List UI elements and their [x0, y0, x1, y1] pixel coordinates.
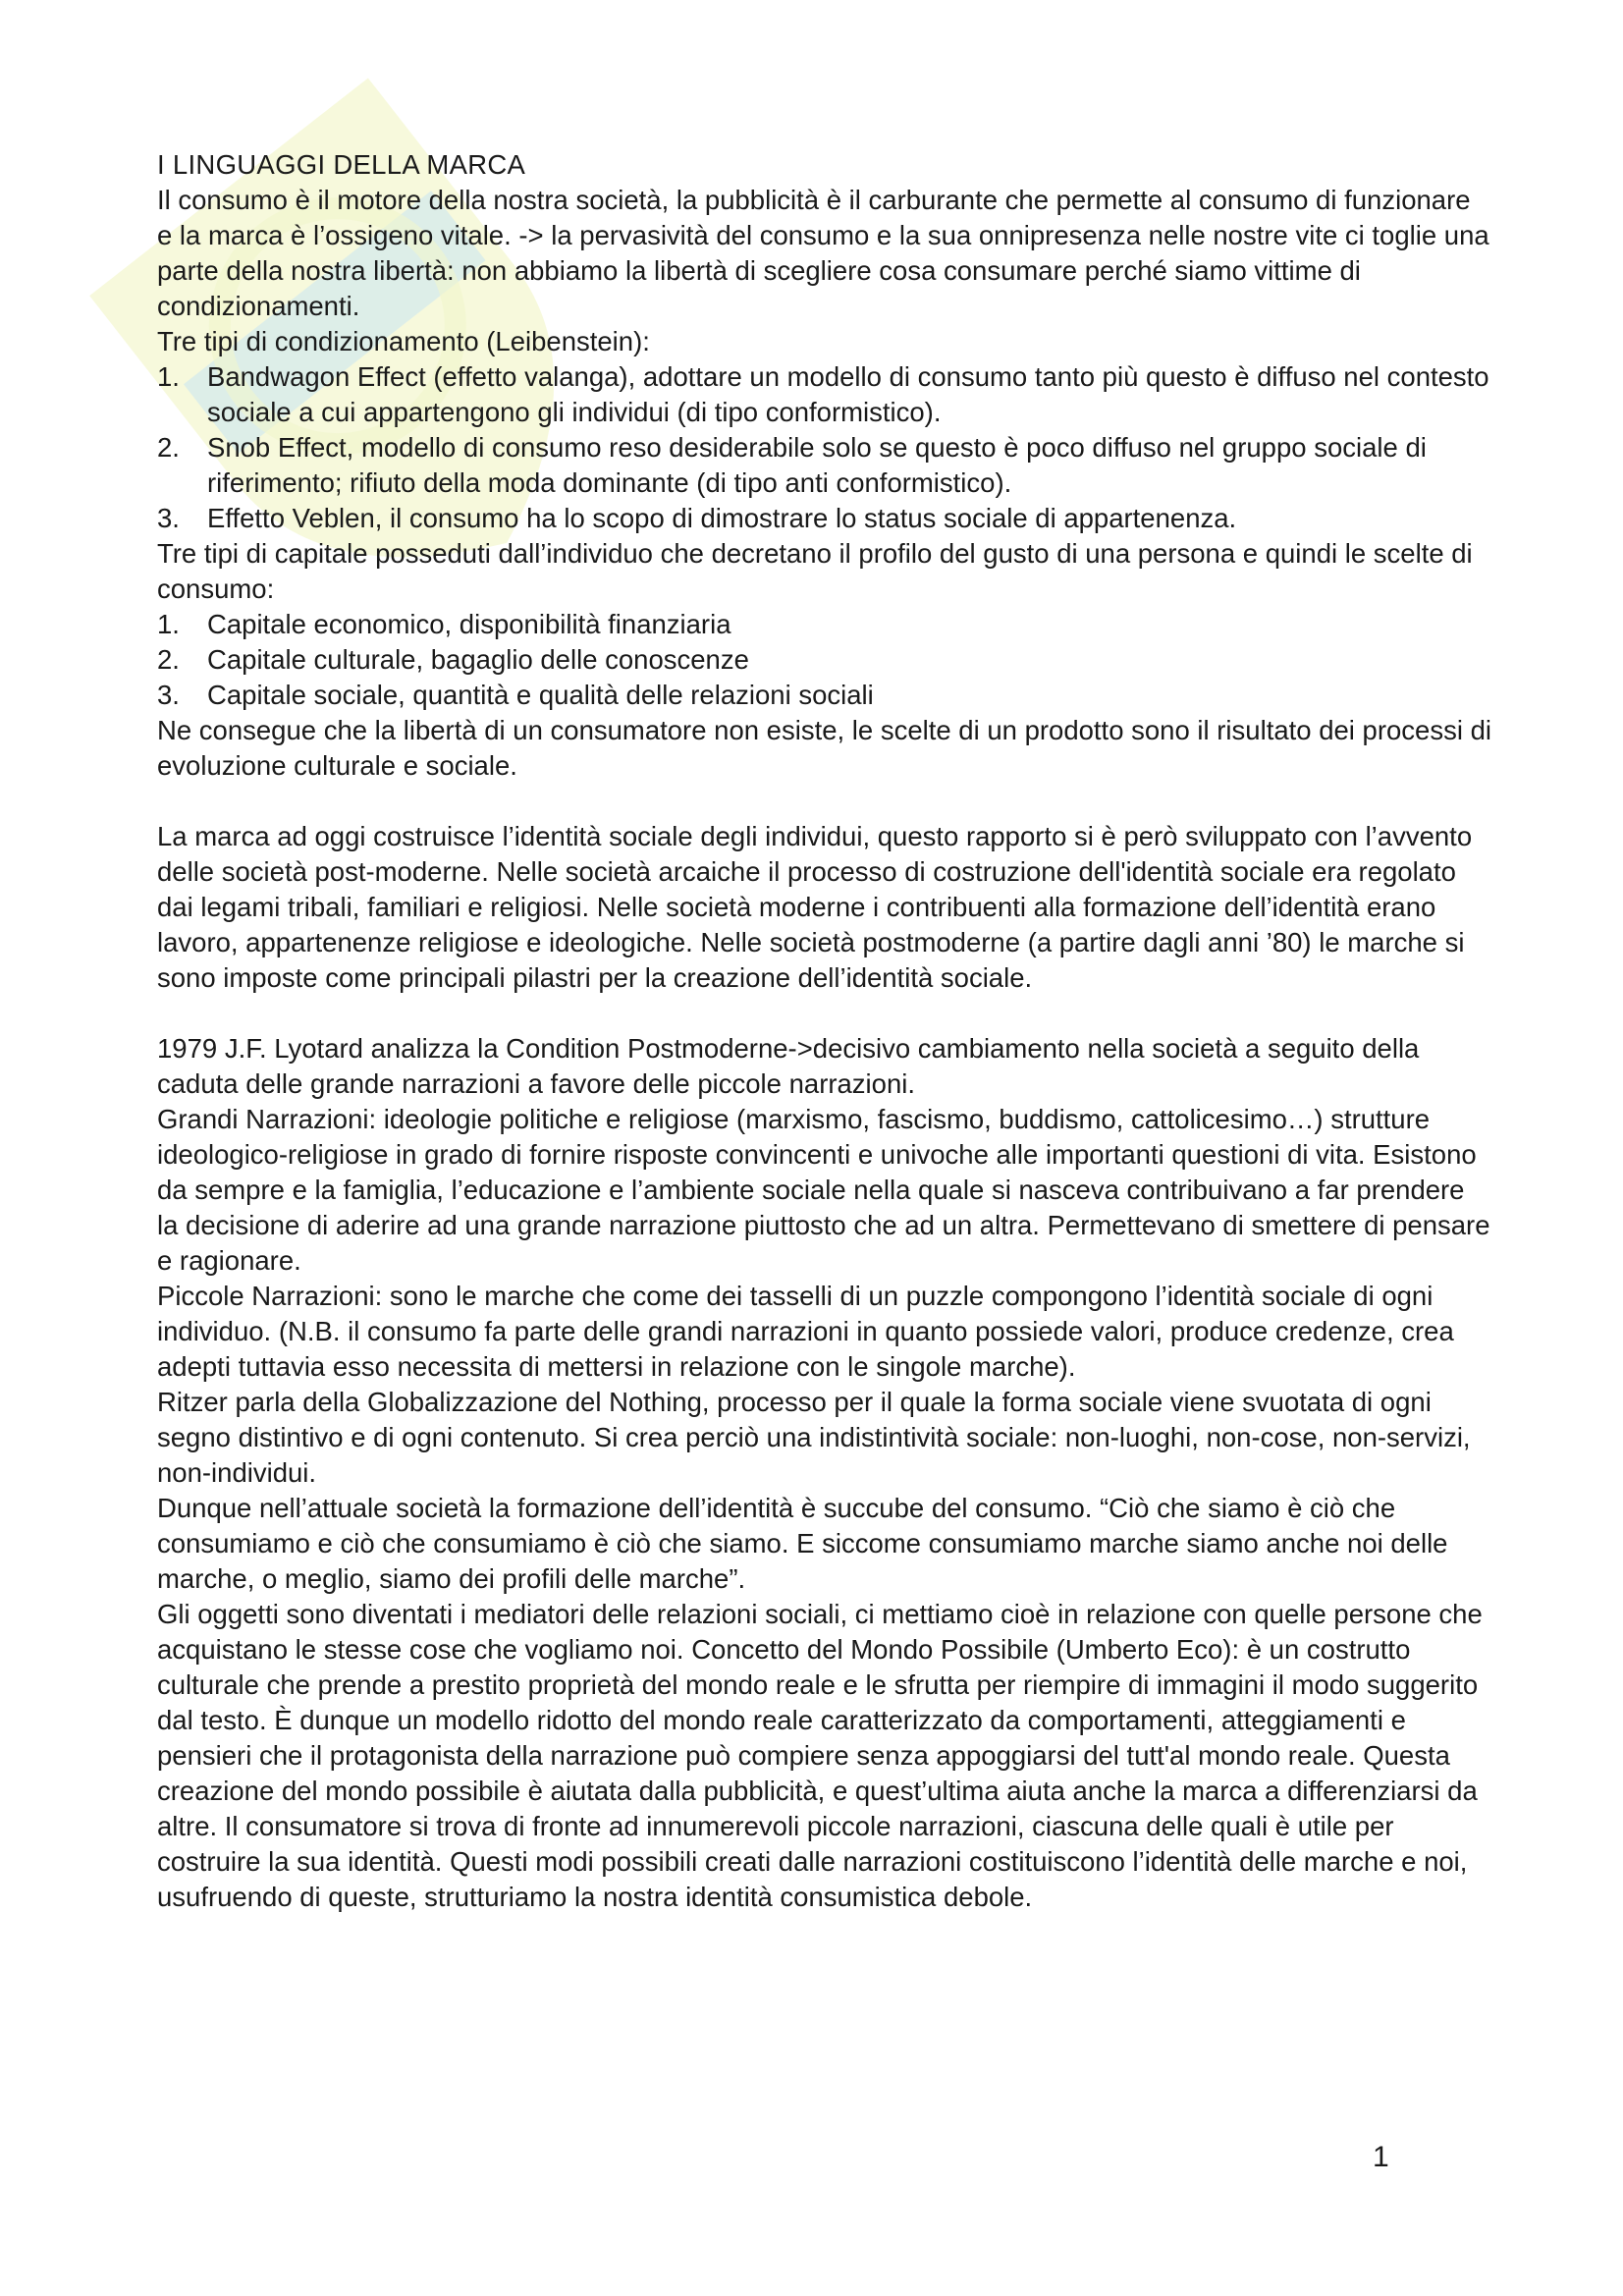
paragraph-piccole-narrazioni: Piccole Narrazioni: sono le marche che come dei tasselli di un puzzle compongono l’identità sociale di ogni individuo. (N.B. il consumo fa parte delle grandi narrazioni in quanto possiede valori, produce credenze, crea adepti tuttavia esso necessita di mettersi in relazione con le singole marche).: [157, 1281, 1454, 1382]
conditioning-list: [157, 359, 1492, 536]
list-number: 2.: [157, 644, 180, 675]
list-text: Capitale economico, disponibilità finanziaria: [207, 609, 731, 639]
page-number: 1: [1373, 2141, 1389, 2173]
list-item: [157, 501, 1492, 536]
capital-list: [157, 607, 1492, 713]
paragraph-oggetti: Gli oggetti sono diventati i mediatori delle relazioni sociali, ci mettiamo cioè in relazione con quelle persone che acquistano le stesse cose che vogliamo noi. Concetto del Mondo Possibile (Umberto Eco): è un costrutto culturale che prende a prestito proprietà del mondo reale e le sfrutta per riempire di immagini il modo suggerito dal testo. È dunque un modello ridotto del mondo reale caratterizzato da comportamenti, atteggiamenti e pensieri che il protagonista della narrazione può compiere senza appoggiarsi del tutt'al mondo reale. Questa creazione del mondo possibile è aiutata dalla pubblicità, e quest’ultima aiuta anche la marca a differenziarsi da altre. Il consumatore si trova di fronte ad innumerevoli piccole narrazioni, ciascuna delle quali è utile per costruire la sua identità. Questi modi possibili creati dalle narrazioni costituiscono l’identità delle marche e noi, usufruendo di queste, strutturiamo la nostra identità consumistica debole.: [157, 1599, 1483, 1912]
list-item: [157, 359, 1492, 430]
paragraph-gap: [157, 784, 1492, 819]
list-number: 2.: [157, 432, 180, 463]
list-item: [157, 607, 1492, 642]
paragraph-gap: [157, 996, 1492, 1031]
paragraph-conclusion: Ne consegue che la libertà di un consumatore non esiste, le scelte di un prodotto sono il risultato dei processi di evoluzione culturale e sociale.: [157, 715, 1491, 781]
capital-intro: Tre tipi di capitale posseduti dall’individuo che decretano il profilo del gusto di una persona e quindi le scelte di consumo:: [157, 538, 1473, 604]
list-item: [157, 642, 1492, 678]
paragraph-dunque: Dunque nell’attuale società la formazione dell’identità è succube del consumo. “Ciò che siamo è ciò che consumiamo e ciò che consumiamo è ciò che siamo. E siccome consumiamo marche siamo anche noi delle marche, o meglio, siamo dei profili delle marche”.: [157, 1493, 1448, 1594]
paragraph-lyotard: 1979 J.F. Lyotard analizza la Condition Postmoderne->decisivo cambiamento nella società a seguito della caduta delle grande narrazioni a favore delle piccole narrazioni.: [157, 1033, 1420, 1099]
list-text: Capitale culturale, bagaglio delle conoscenze: [207, 644, 749, 675]
list-number: 3.: [157, 680, 180, 710]
paragraph-intro: Il consumo è il motore della nostra società, la pubblicità è il carburante che permette al consumo di funzionare e la marca è l’ossigeno vitale. -> la pervasività del consumo e la sua onnipresenza nelle nostre vite ci toglie una parte della nostra libertà: non abbiamo la libertà di scegliere cosa consumare perché siamo vittime di condizionamenti.: [157, 185, 1489, 321]
list-text: Effetto Veblen, il consumo ha lo scopo di dimostrare lo status sociale di appartenenza.: [207, 503, 1237, 533]
document-page: [157, 147, 1492, 1915]
list-text: Bandwagon Effect (effetto valanga), adottare un modello di consumo tanto più questo è diffuso nel contesto sociale a cui appartengono gli individui (di tipo conformistico).: [207, 361, 1489, 427]
list-number: 3.: [157, 503, 180, 533]
list-number: 1.: [157, 609, 180, 639]
paragraph-identity: La marca ad oggi costruisce l’identità sociale degli individui, questo rapporto si è però sviluppato con l’avvento delle società post-moderne. Nelle società arcaiche il processo di costruzione dell'identità sociale era regolato dai legami tribali, familiari e religiosi. Nelle società moderne i contribuenti alla formazione dell’identità erano lavoro, appartenenze religiose e ideologiche. Nelle società postmoderne (a partire dagli anni ’80) le marche si sono imposte come principali pilastri per la creazione dell’identità sociale.: [157, 821, 1473, 993]
list-item: [157, 430, 1492, 501]
list-text: Capitale sociale, quantità e qualità delle relazioni sociali: [207, 680, 874, 710]
document-title: I LINGUAGGI DELLA MARCA: [157, 149, 526, 180]
paragraph-grandi-narrazioni: Grandi Narrazioni: ideologie politiche e religiose (marxismo, fascismo, buddismo, cattolicesimo…) strutture ideologico-religiose in grado di fornire risposte convincenti e univoche alle importanti questioni di vita. Esistono da sempre e la famiglia, l’educazione e l’ambiente sociale nella quale si nasceva contribuivano a far prendere la decisione di aderire ad una grande narrazione piuttosto che ad un altra. Permettevano di smettere di pensare e ragionare.: [157, 1104, 1490, 1276]
list-number: 1.: [157, 361, 180, 392]
list-text: Snob Effect, modello di consumo reso desiderabile solo se questo è poco diffuso nel gruppo sociale di riferimento; rifiuto della moda dominante (di tipo anti conformistico).: [207, 432, 1427, 498]
paragraph-ritzer: Ritzer parla della Globalizzazione del Nothing, processo per il quale la forma sociale viene svuotata di ogni segno distintivo e di ogni contenuto. Si crea perciò una indistintività sociale: non-luoghi, non-cose, non-servizi, non-individui.: [157, 1387, 1471, 1488]
conditioning-intro: Tre tipi di condizionamento (Leibenstein):: [157, 326, 650, 356]
list-item: [157, 678, 1492, 713]
